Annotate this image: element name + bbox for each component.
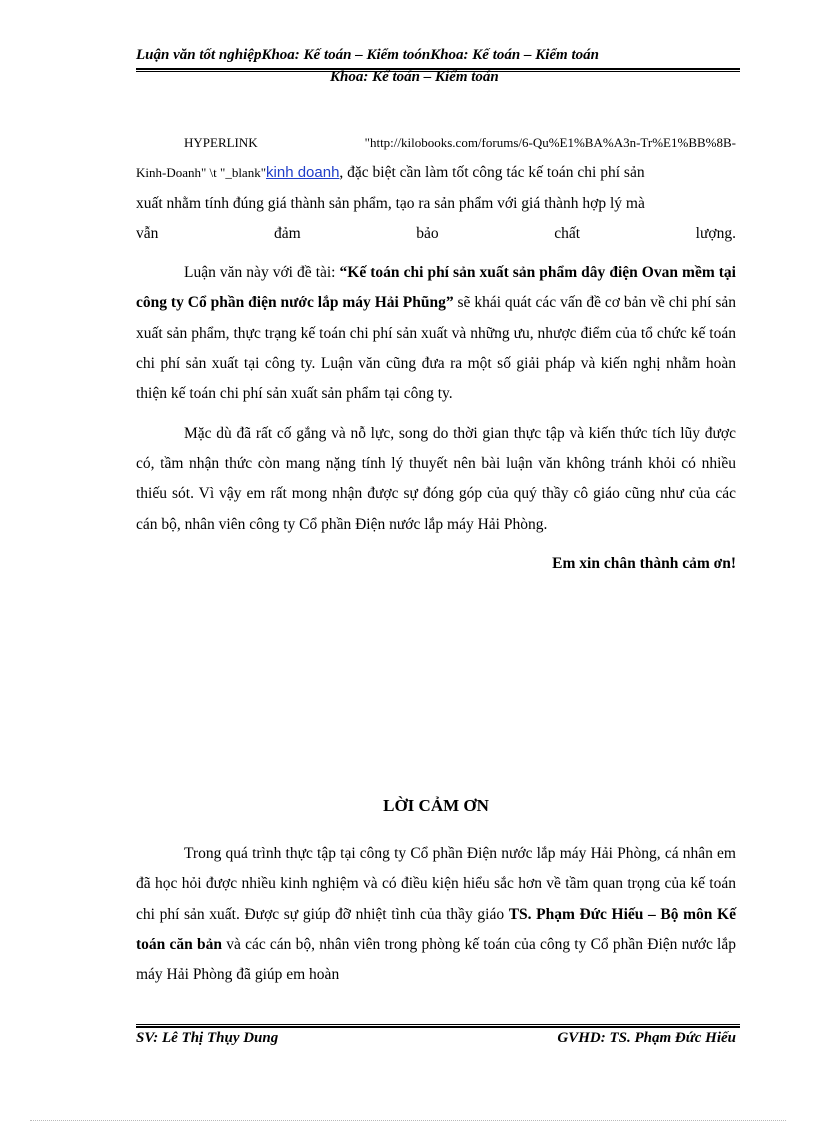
word: lượng.: [695, 224, 736, 242]
page-edge: [30, 1120, 786, 1121]
ack-end: và các cán bộ, nhân viên trong phòng kế toán của công ty Cổ phần Điện nước lắp máy Hải Phòng đã giúp em hoàn: [136, 935, 736, 984]
header-faculty-line: Khoa: Kế toán – Kiểm toán: [330, 69, 499, 85]
header-title-line: Luận văn tốt nghiệpKhoa: Kế toán – Kiểm toónKhoa: Kế toán – Kiểm toán: [136, 47, 599, 63]
kinh-doanh-link[interactable]: kinh doanh: [266, 164, 340, 182]
acknowledgement-text: [136, 839, 736, 999]
para-rest: sẽ khái quát các vấn đề cơ bản về chi phí sản xuất sản phẩm, thực trạng kế toán chi phí sản xuất và những ưu, nhược điểm của tổ chức kế toán chi phí sản xuất tại công ty. Luận văn cũng đưa ra một số giải pháp và kiến nghị nhằm hoàn thiện kế toán chi phí sản xuất sản phẩm tại công ty.: [136, 294, 737, 403]
intro-line-3: [136, 219, 736, 249]
paragraph-thesis-topic: [136, 258, 736, 409]
thesis-title: “Kế toán chi phí sản xuất sản phẩm dây điện Ovan mềm tại công ty Cổ phần điện nước lắp máy Hải Phũng”: [136, 264, 736, 312]
ack-start: Trong quá trình thực tập tại công ty Cổ phần Điện nước lắp máy Hải Phòng, cá nhân em đã học hỏi được nhiều kinh nghiệm và có điều kiện hiểu sắc hơn về tầm quan trọng của kế toán chi phí sản xuất. Được sự giúp đỡ nhiệt tình của thầy giáo: [136, 845, 736, 923]
hyperlink-tail: Kinh-Doanh" \t "_blank": [136, 165, 267, 181]
word: vẫn: [136, 224, 159, 242]
advisor-name: TS. Phạm Đức Hiếu – Bộ môn Kế toán căn bản: [136, 905, 736, 953]
footer-rule: [136, 1024, 740, 1028]
hyperlink-field-line: [136, 128, 736, 158]
paragraph-acknowledgement: [136, 839, 736, 990]
footer-advisor: GVHD: TS. Phạm Đức Hiếu: [557, 1030, 736, 1046]
thanks-line: Em xin chân thành cảm ơn!: [552, 554, 736, 572]
word: chất: [554, 224, 581, 242]
intro-rest: , đặc biệt cần làm tốt công tác kế toán chi phí sản: [339, 164, 645, 182]
hyperlink-url: "http://kilobooks.com/forums/6-Qu%E1%BA%A3n-Tr%E1%BB%8B-: [364, 135, 736, 150]
paragraph-apology: Mặc dù đã rất cố gắng và nỗ lực, song do thời gian thực tập và kiến thức tích lũy được có, tầm nhận thức còn mang nặng tính lý thuyết nên bài luận văn không tránh khỏi có nhiều thiếu sót. Vì vậy em rất mong nhận được sự đóng góp của quý thầy cô giáo cũng như của các cán bộ, nhân viên công ty Cổ phần Điện nước lắp máy Hải Phòng.: [136, 424, 736, 533]
word: đảm: [273, 224, 301, 242]
footer: [136, 1030, 736, 1047]
footer-student: SV: Lê Thị Thụy Dung: [136, 1030, 279, 1046]
body-text: [136, 128, 736, 579]
para-lead: Luận văn này với đề tài:: [184, 264, 340, 282]
word: bảo: [416, 224, 439, 242]
intro-line-2: xuất nhằm tính đúng giá thành sản phẩm, tạo ra sản phẩm với giá thành hợp lý mà: [136, 194, 645, 212]
intro-line-1: [136, 158, 736, 188]
hyperlink-keyword: HYPERLINK: [184, 135, 258, 150]
section-title: LỜI CẢM ƠN: [383, 796, 489, 815]
